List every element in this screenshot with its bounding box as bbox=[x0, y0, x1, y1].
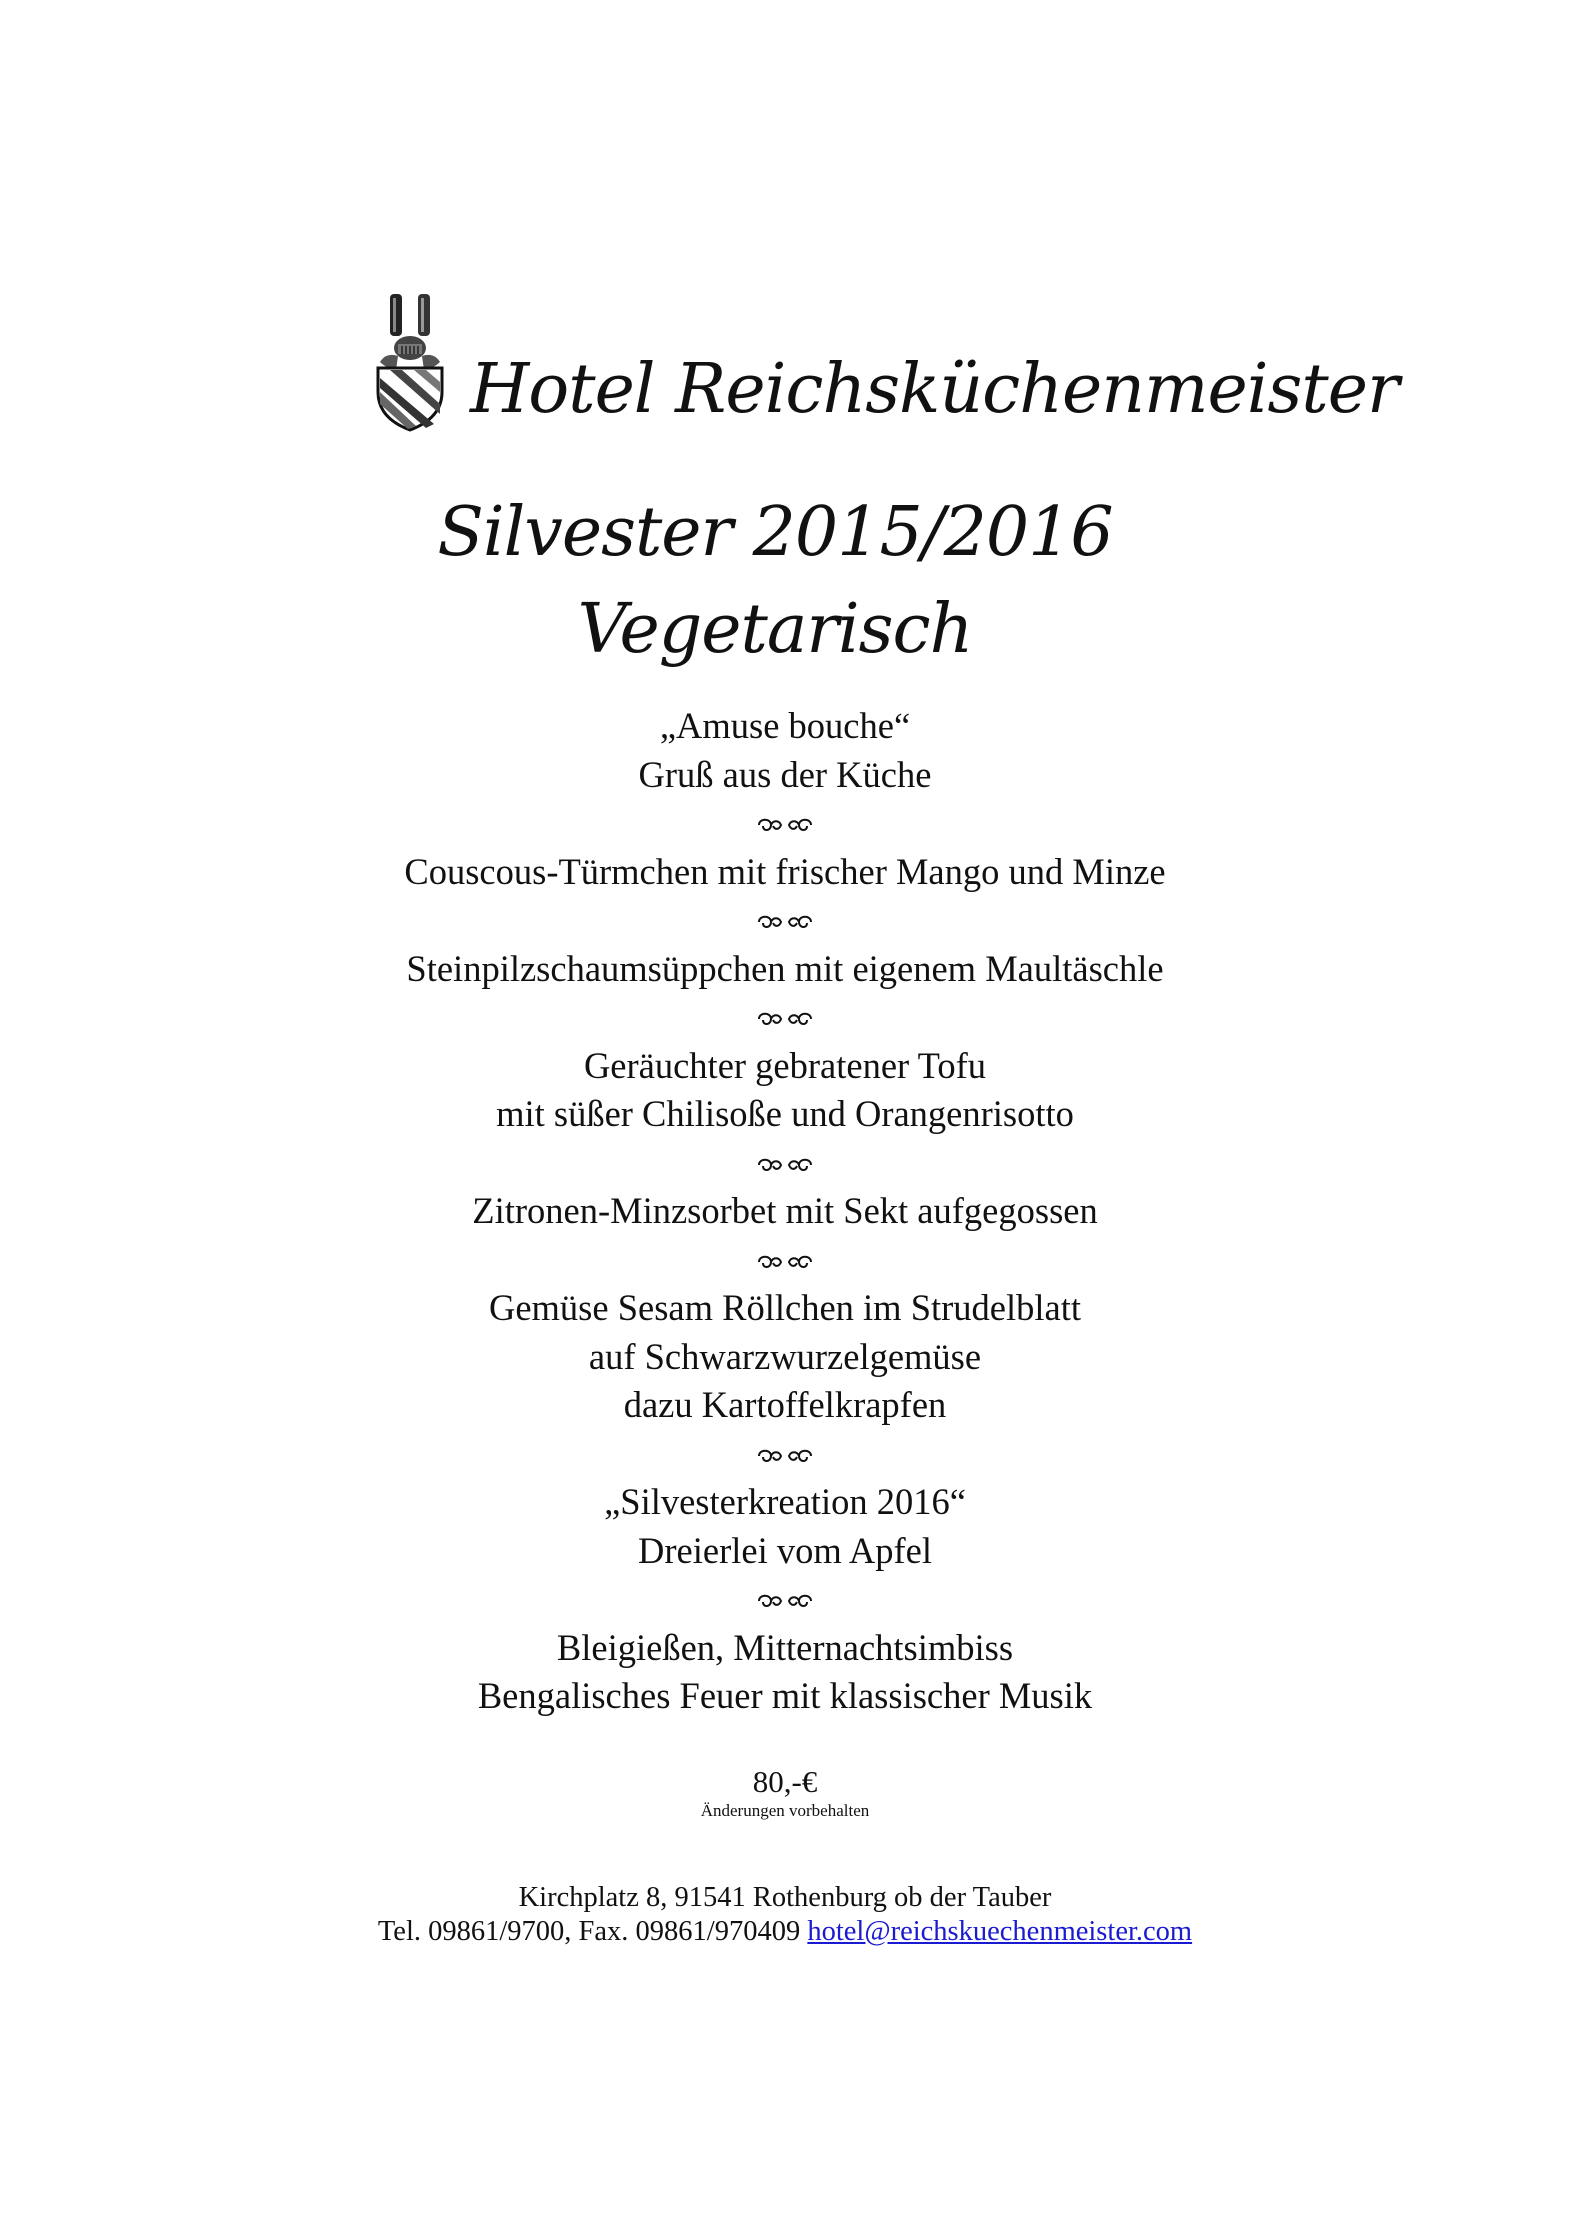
course-line: Dreierlei vom Apfel bbox=[638, 1529, 932, 1571]
course-line: „Silvesterkreation 2016“ bbox=[604, 1481, 966, 1522]
course-line: Zitronen-Minzsorbet mit Sekt aufgegossen bbox=[472, 1190, 1098, 1231]
ornament-divider-icon bbox=[0, 1139, 1570, 1188]
contact-line bbox=[0, 1914, 1570, 1950]
phone-fax: Tel. 09861/9700, Fax. 09861/970409 bbox=[377, 1916, 801, 1947]
course-line: Geräuchter gebratener Tofu bbox=[583, 1044, 987, 1086]
course-line: „Amuse bouche“ bbox=[659, 705, 911, 746]
course-line: auf Schwarzwurzelgemüse bbox=[588, 1335, 982, 1377]
ornament-divider-icon bbox=[0, 896, 1570, 945]
ornament-divider-icon bbox=[0, 993, 1570, 1042]
price-note: Änderungen vorbehalten bbox=[700, 1801, 870, 1820]
course-line: Gruß aus der Küche bbox=[638, 753, 932, 795]
course-line: Gemüse Sesam Röllchen im Strudelblatt bbox=[488, 1287, 1082, 1328]
ornament-divider-icon bbox=[0, 1236, 1570, 1285]
course-line: Steinpilzschaumsüppchen mit eigenem Maultäschle bbox=[406, 947, 1164, 989]
event-title: Silvester 2015/2016 bbox=[437, 493, 1113, 572]
email-link[interactable]: hotel@reichskuechenmeister.com bbox=[807, 1916, 1193, 1947]
ornament-divider-icon bbox=[0, 1430, 1570, 1479]
course-line: dazu Kartoffelkrapfen bbox=[623, 1384, 947, 1425]
hotel-address: Kirchplatz 8, 91541 Rothenburg ob der Tauber bbox=[518, 1882, 1052, 1913]
course-list bbox=[0, 702, 1570, 1721]
course-line: Couscous-Türmchen mit frischer Mango und Minze bbox=[404, 850, 1166, 892]
course-line: Bleigießen, Mitternachtsimbiss bbox=[556, 1626, 1014, 1668]
course-line: Bengalisches Feuer mit klassischer Musik bbox=[477, 1675, 1093, 1716]
coat-of-arms-icon bbox=[372, 292, 448, 432]
menu-price: 80,-€ bbox=[752, 1764, 818, 1799]
hotel-name: Hotel Reichsküchenmeister bbox=[470, 350, 1399, 429]
ornament-divider-icon bbox=[0, 799, 1570, 848]
course-line: mit süßer Chilisoße und Orangenrisotto bbox=[496, 1093, 1074, 1134]
ornament-divider-icon bbox=[0, 1575, 1570, 1624]
menu-subtitle: Vegetarisch bbox=[577, 590, 973, 669]
